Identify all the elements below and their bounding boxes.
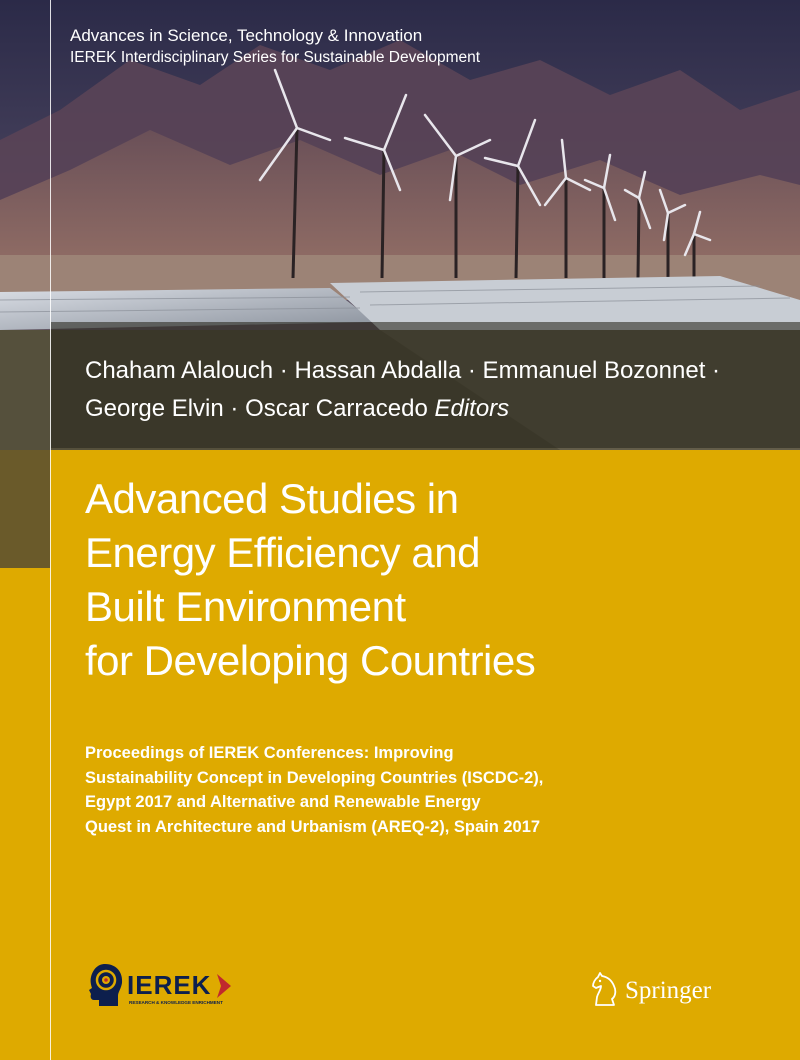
editors-line-2 [85,390,720,428]
book-subtitle [85,741,785,839]
editors-line-1: Chaham Alalouch · Hassan Abdalla · Emmanuel Bozonnet · [85,357,721,384]
head-profile-icon [85,962,125,1008]
editors [85,352,720,428]
left-notch-block [0,450,50,568]
chess-knight-icon [588,972,622,1008]
title-line-4: for Developing Countries [85,637,536,684]
series-name: Advances in Science, Technology & Innovation [70,26,423,45]
title-line-2: Energy Efficiency and [85,529,480,576]
ierek-wordmark: IEREK [127,970,212,1000]
ierek-tagline: RESEARCH & KNOWLEDGE ENRICHMENT [129,1000,223,1005]
subtitle-line-4: Quest in Architecture and Urbanism (AREQ-2), Spain 2017 [85,817,541,836]
subtitle-line-2: Sustainability Concept in Developing Countries (ISCDC-2), [85,768,544,787]
series-info [70,25,480,69]
title-line-3: Built Environment [85,583,406,630]
left-vertical-rule [50,0,51,1060]
springer-logo [588,972,748,1012]
title-line-1: Advanced Studies in [85,475,459,522]
springer-wordmark: Springer [625,977,712,1004]
subtitle-line-3: Egypt 2017 and Alternative and Renewable Energy [85,793,481,811]
editors-names: George Elvin · Oscar Carracedo [85,395,428,422]
subtitle-line-1: Proceedings of IEREK Conferences: Improving [85,744,454,762]
editors-role: Editors [434,395,510,422]
subseries-name: IEREK Interdisciplinary Series for Sustainable Development [70,49,481,66]
book-title [85,472,785,688]
red-arrow-icon [217,974,231,998]
ierek-logo [85,962,255,1010]
